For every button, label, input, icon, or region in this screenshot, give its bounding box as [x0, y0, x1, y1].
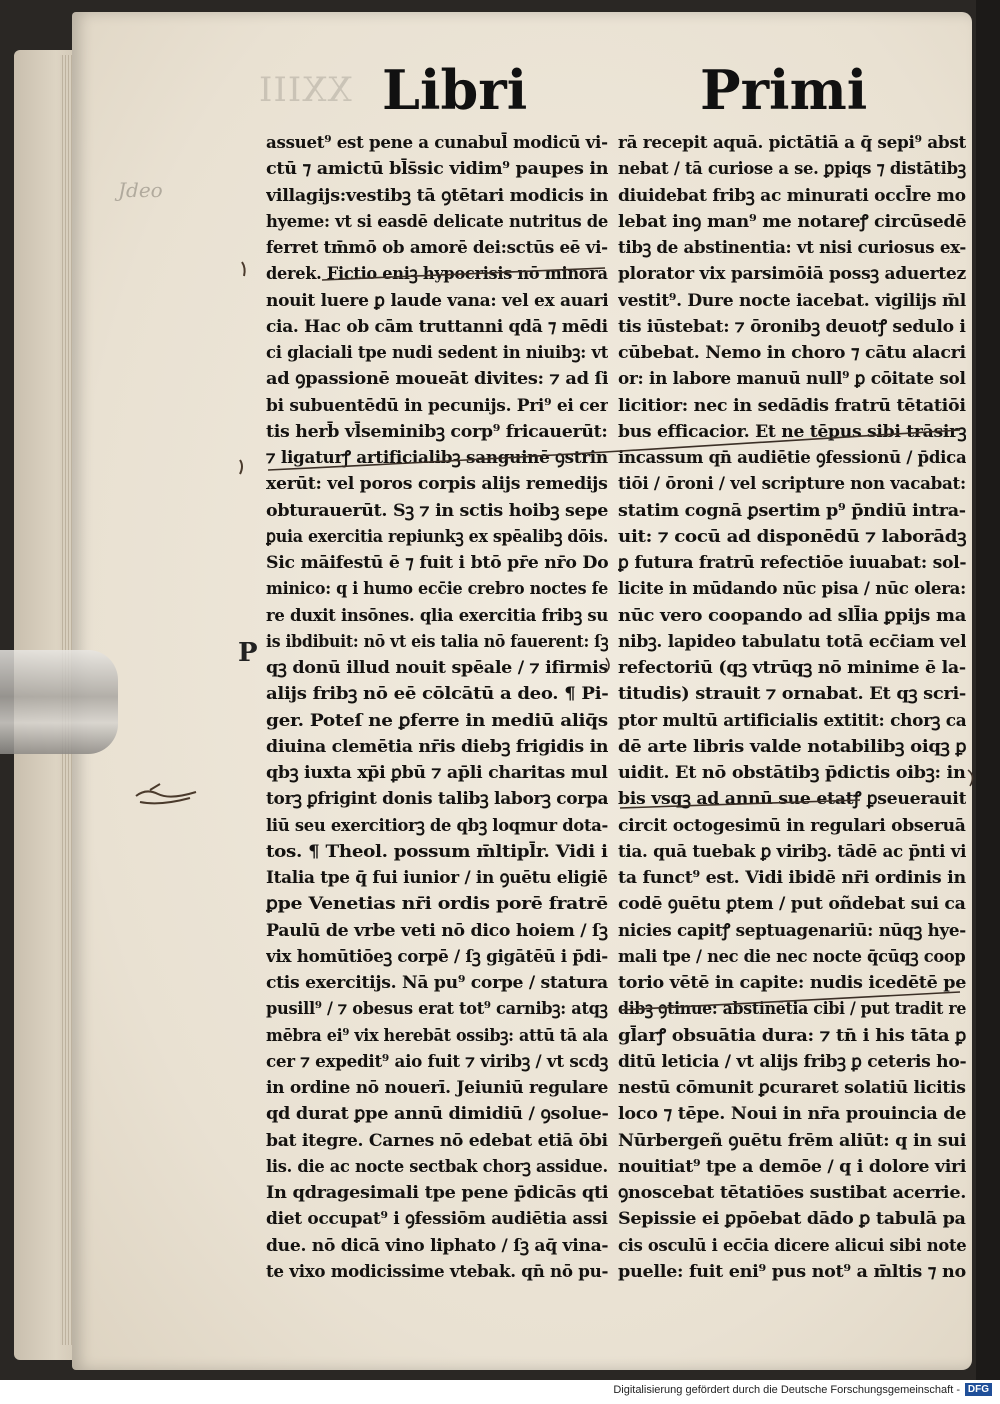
text-line-content: cer ⁊ expedit⁹ aio fuit ⁊ viribꝫ / vt scdꝫ [266, 1051, 608, 1072]
underline-3 [620, 800, 860, 808]
text-line-content: diuidebat fribꝫ ac minurati occl̄re mo [618, 185, 966, 206]
text-line-content: circit octogesimū in regulari obseruā [618, 815, 966, 836]
text-line-content: obturauerūt. Sꝫ ⁊ in sctis hoibꝫ sepe [266, 500, 608, 521]
underline-1 [322, 268, 605, 280]
text-line-content: tiōi / ōroni / vel scripture non vacabat: [618, 474, 966, 495]
text-line-content: lebat inꝯ man⁹ me notareꝭ circūsedē [618, 211, 966, 232]
text-line-content: uit: ⁊ cocū ad disponēdū ⁊ laborādꝫ [618, 526, 966, 547]
margin-tick-1 [242, 262, 245, 276]
running-head-right: Primi [700, 58, 868, 122]
text-line-content: torꝫ ꝑfrigint donis talibꝫ laborꝫ corpa [266, 789, 608, 810]
bleed-through-folio: XXIII [258, 70, 352, 110]
text-line-content: bi subuentēdū in pecunijs. Pri⁹ ei cer [266, 395, 608, 416]
text-line-content: villagijs:vestibꝫ tā ꝯtētari modicis in [266, 185, 608, 206]
text-line-content: xerūt: vel poros corpis alijs remedijs [266, 474, 608, 495]
text-line-content: tibꝫ de abstinentia: vt nisi curiosus ex- [618, 238, 966, 258]
text-line-content: nūc vero coopando ad sll̄ia ꝑpijs ma [618, 605, 966, 626]
text-line-content: te vixo modicissime vtebak. qn̄ nō pu- [266, 1261, 608, 1282]
underline-2 [268, 430, 960, 470]
text-line-content: diet occupat⁹ i ꝯfessiōm audiētia assi [266, 1209, 608, 1230]
text-line-content: tis herb̄ vl̄seminibꝫ corp⁹ fricauerūt: [266, 421, 608, 442]
text-line-content: bis vsqꝫ ad annū sue etatꝭ ꝑseuerauit [618, 789, 966, 810]
text-line-content: minico: q i humo ecc̄ie crebro noctes fe [266, 579, 608, 600]
text-line-content: torio vētē in capite: nudis icedētē pe [618, 973, 966, 993]
text-line-content: due. nō dicā vino liphato / ſꝫ aq̄ vina- [266, 1235, 608, 1256]
footer-credit: Digitalisierung gefördert durch die Deutsche Forschungsgemeinschaft - [613, 1384, 960, 1396]
text-line-content: mali tpe / nec die nec nocte q̄cūqꝫ coop [618, 946, 966, 967]
text-line-content: ꝑuia exercitia repiunkꝫ ex spēalibꝫ dōis. [266, 526, 608, 547]
text-line-content: loco ⁊ tēpe. Noui in nr̄a prouincia de [618, 1104, 966, 1125]
text-line-content: nouitiat⁹ tpe a demōe / q i dolore viri [618, 1156, 966, 1177]
text-line-content: nebat / tā curiose a se. ꝑpiqs ⁊ distātibꝫ [618, 159, 966, 180]
text-line-content: ctū ⁊ amictū bl̄s̄sic vidim⁹ paupes in [266, 159, 608, 180]
running-head-left: Libri [382, 58, 528, 122]
text-line-content: ad ꝯpassionē moueāt divites: ⁊ ad ſi [266, 369, 608, 390]
text-line-content: ꝯnoscebat tētatiōes sustibat acerrie. [618, 1183, 966, 1203]
text-line-content: bus efficacior. Et ne tēpus sibi trāsirꝫ [618, 421, 966, 442]
text-line-content: bat itegre. Carnes nō edebat etiā ōbi [266, 1130, 608, 1151]
text-line-content: cis osculū i ecc̄ia dicere alicui sibi note [618, 1235, 966, 1256]
text-line-content: ⁊ ligaturꝭ artificialibꝫ sanguinē ꝯstrin [266, 448, 608, 468]
text-line-content: hyeme: vt si easdē delicate nutritus de [266, 211, 608, 232]
text-line-content: cūbebat. Nemo in choro ⁊ cātu alacri [618, 343, 966, 363]
text-line-content: incassum qn̄ audiētie ꝯfessionū / p̄dica [618, 448, 966, 468]
text-line-content: ctis exercitijs. Nā pu⁹ corpe / statura [266, 973, 608, 993]
text-line-content: rā recepit aquā. pictātiā a q̄ sepi⁹ abst [618, 133, 966, 153]
text-line-content: derek. Fictio eniꝫ hypocrisis nō minora [266, 264, 608, 285]
text-line-content: qd durat ꝑpe annū dimidiū / ꝯsolue- [266, 1104, 608, 1125]
text-line-content: alijs fribꝫ nō eē cōlcātū a deo. ¶ Pi- [266, 684, 608, 705]
text-line-content: In qdragesimali tpe pene p̄dicās qti [266, 1183, 608, 1203]
text-line-content: pusill⁹ / ⁊ obesus erat tot⁹ carnibꝫ: atqꝫ [266, 999, 608, 1020]
dfg-logo: DFG [965, 1383, 992, 1396]
text-line-content: titudis) strauit ⁊ ornabat. Et qꝫ scri- [618, 684, 966, 705]
text-line-content: refectoriū (qꝫ vtrūqꝫ nō minime ē la- [618, 658, 966, 678]
text-line-content: ditū leticia / vt alijs fribꝫ ꝑ ceteris ho- [618, 1051, 966, 1072]
text-line-content: gl̄arꝭ obsuātia dura: ⁊ tn̄ i his tāta ꝑ [618, 1025, 966, 1046]
text-line-content: ta funct⁹ est. Vidi ibidē nr̄i ordinis in [618, 868, 966, 888]
manicule-icon [136, 784, 196, 803]
text-line-content: vestit⁹. Dure nocte iacebat. vigilijs m̄l [618, 290, 966, 311]
text-line-content: Sepissie ei ꝑpōebat dādo ꝑ tabulā pa [618, 1209, 966, 1230]
text-line-content: dē arte libris valde notabilibꝫ oiqꝫ ꝑ [618, 736, 966, 757]
margin-tick-4 [968, 770, 973, 786]
text-line-content: ptor multū artificialis extitit: chorꝫ ca [618, 710, 966, 731]
text-line-content: codē ꝯuētu ꝑtem / put oñdebat sui ca [618, 894, 966, 915]
margin-faint-note: Jdeo [118, 178, 163, 202]
text-line-content: assuet⁹ est pene a cunabul̄ modicū vi- [266, 133, 608, 153]
text-line-content: licitior: nec in sedādis fratrū tētatiōi [618, 395, 966, 416]
text-line-content: lis. die ac nocte sectbak chorꝫ assidue. [266, 1156, 608, 1177]
text-line-content: nouit luere ꝑ laude vana: vel ex auari [266, 290, 608, 311]
text-line-content: plorator vix parsimōiā possꝫ aduertez [618, 264, 966, 285]
margin-tick-2 [240, 460, 242, 474]
text-line-content: nibꝫ. lapideo tabulatu totā ecc̄iam vel [618, 631, 966, 652]
text-line-content: or: in labore manuū null⁹ ꝑ cōitate sol [618, 369, 966, 390]
text-line-content: statim cognā ꝑsertim p⁹ p̄ndiū intra- [618, 500, 966, 521]
margin-paragraph-mark: P [238, 638, 258, 668]
text-line-content: tis iūstebat: ⁊ ōronibꝫ deuotꝭ sedulo i [618, 316, 966, 337]
text-line-content: tos. ¶ Theol. possum m̄ltipl̄r. Vidi i [266, 841, 608, 862]
text-line-content: mēbra ei⁹ vix herebāt ossibꝫ: attū tā ala [266, 1025, 608, 1046]
text-line-content: ꝑpe Venetias nr̄i ordis porē fratrē [266, 894, 608, 915]
footer-bar [0, 1380, 1000, 1404]
text-line-content: dibꝫ ꝯtinue: abstinētia cibi / put tradit re [618, 999, 966, 1020]
text-line-content: ferret tm̄mō ob amorē dei:sctūs eē vi- [266, 238, 608, 258]
text-line-content: is ibdibuit: nō vt eis talia nō fauerent: ſꝫ [266, 631, 608, 652]
text-line-content: tia. quā tuebak ꝑ viribꝫ. tādē ac p̄nti vi [618, 841, 966, 862]
text-line-content: Paulū de vrbe veti nō dico hoiem / ſꝫ [266, 920, 608, 941]
text-line-content: re duxit insōnes. qlia exercitia fribꝫ su [266, 605, 608, 626]
text-line-content: ger. Poteſ ne ꝑferre in mediū aliq̄s [266, 710, 608, 731]
text-line-content: cia. Hac ob cām truttanni qdā ⁊ mēdi [266, 316, 608, 337]
text-line-content: uidit. Et nō obstātibꝫ p̄dictis oibꝫ: in [618, 763, 966, 783]
text-line-content: puelle: fuit eni⁹ pus not⁹ a m̄ltis ⁊ no [618, 1261, 966, 1282]
text-line-content: qꝫ donū illud nouit spēale / ⁊ ifirmis [266, 658, 608, 678]
text-line-content: nestū cōmunit ꝑcuraret solatiū licitis [618, 1078, 966, 1098]
text-line-content: liū seu exercitiorꝫ de qbꝫ loqmur dota- [266, 815, 608, 836]
text-line-content: Sic māifestū ē ⁊ fuit i btō pr̄e nr̄o Do [266, 553, 608, 573]
text-line-content: licite in mūdando nūc pisa / nūc olera: [618, 579, 966, 600]
text-line-content: nicies capitꝭ septuagenariū: nūqꝫ hye- [618, 920, 966, 941]
text-line-content: ꝑ futura fratrū refectiōe iuuabat: sol- [618, 553, 966, 573]
text-line-content: ci glaciali tpe nudi sedent in niuibꝫ: vt [266, 343, 608, 363]
text-line-content: Italia tpe q̄ fui iunior / in ꝯuētu eligiē [266, 868, 608, 888]
text-line-content: Nūrbergeñ ꝯuētu frēm aliūt: q in sui [618, 1130, 966, 1151]
text-line-content: in ordine nō nouerī. Jeiuniū regulare [266, 1078, 608, 1098]
underline-4 [620, 992, 960, 1010]
text-line-content: diuina clemētia nr̄is diebꝫ frigidis in [266, 736, 608, 757]
margin-tick-3 [606, 658, 609, 672]
text-line-content: vix homūtiōeꝫ corpē / ſꝫ gigātēū i p̄di- [266, 946, 608, 967]
text-line-content: qbꝫ iuxta xp̄i ꝑbū ⁊ ap̄li charitas mul [266, 763, 608, 783]
